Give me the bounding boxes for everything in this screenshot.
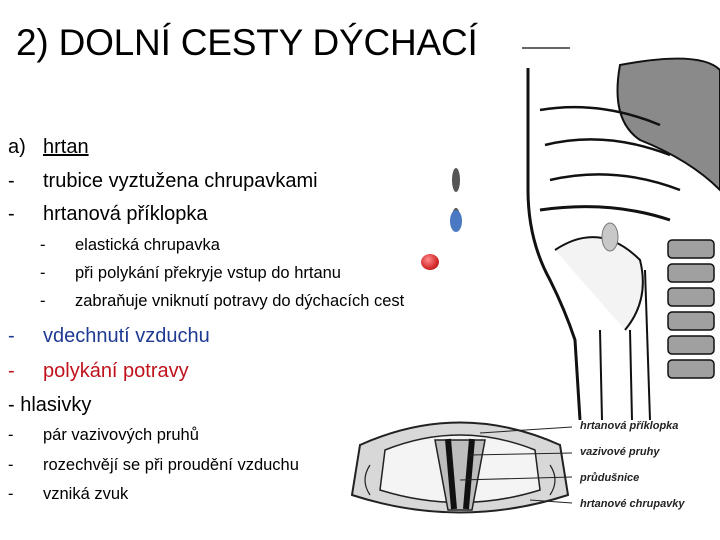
list-item-text: trubice vyztužena chrupavkami [43, 170, 318, 192]
section-a-title: hrtan [43, 136, 89, 158]
sub-list-item [40, 262, 440, 284]
bullet-marker: - [8, 170, 15, 192]
legend-item-food [8, 358, 308, 384]
bullet-marker: - [40, 292, 46, 310]
head-cross-section-illustration [440, 40, 720, 420]
section-a-heading [8, 134, 308, 160]
bullet-marker: - [8, 456, 14, 474]
list-item [8, 454, 348, 476]
bullet-marker: - [8, 360, 15, 382]
bullet-marker: - [40, 236, 46, 254]
legend-item-air [8, 323, 308, 349]
sub-list-item-text: při polykání překryje vstup do hrtanu [75, 264, 341, 282]
hlasivky-heading: - hlasivky [8, 394, 92, 416]
legend-text: vdechnutí vzduchu [43, 325, 210, 347]
list-item [8, 168, 408, 194]
bullet-marker: - [8, 325, 15, 347]
sub-list-item [40, 234, 440, 256]
list-item-text: hrtanová příklopka [43, 203, 208, 225]
list-item [8, 201, 408, 227]
bullet-marker: - [40, 264, 46, 282]
label-prudusnice: průdušnice [580, 472, 640, 484]
legend-text: polykání potravy [43, 360, 189, 382]
sub-list-item-text: elastická chrupavka [75, 236, 220, 254]
list-item-text: pár vazivových pruhů [43, 426, 199, 444]
bullet-marker: - [8, 203, 15, 225]
list-item [8, 424, 348, 446]
air-marker-icon [450, 210, 462, 232]
label-hrtanova-priklopka: hrtanová příklopka [580, 420, 679, 432]
sub-list-item-text: zabraňuje vniknutí potravy do dýchacích cest [75, 292, 405, 310]
list-item-text: rozechvějí se při proudění vzduchu [43, 456, 299, 474]
label-vazivove-pruhy: vazivové pruhy [580, 446, 660, 458]
slide-title: 2) DOLNÍ CESTY DÝCHACÍ [16, 22, 478, 63]
section-a-marker: a) [8, 136, 26, 158]
vocal-cords-illustration [340, 405, 580, 535]
list-item [8, 483, 348, 505]
sub-list-item [40, 290, 450, 312]
label-hrtanove-chrupavky: hrtanové chrupavky [580, 498, 685, 510]
list-item-text: vzniká zvuk [43, 485, 129, 503]
bullet-marker: - [8, 426, 14, 444]
bullet-marker: - [8, 485, 14, 503]
